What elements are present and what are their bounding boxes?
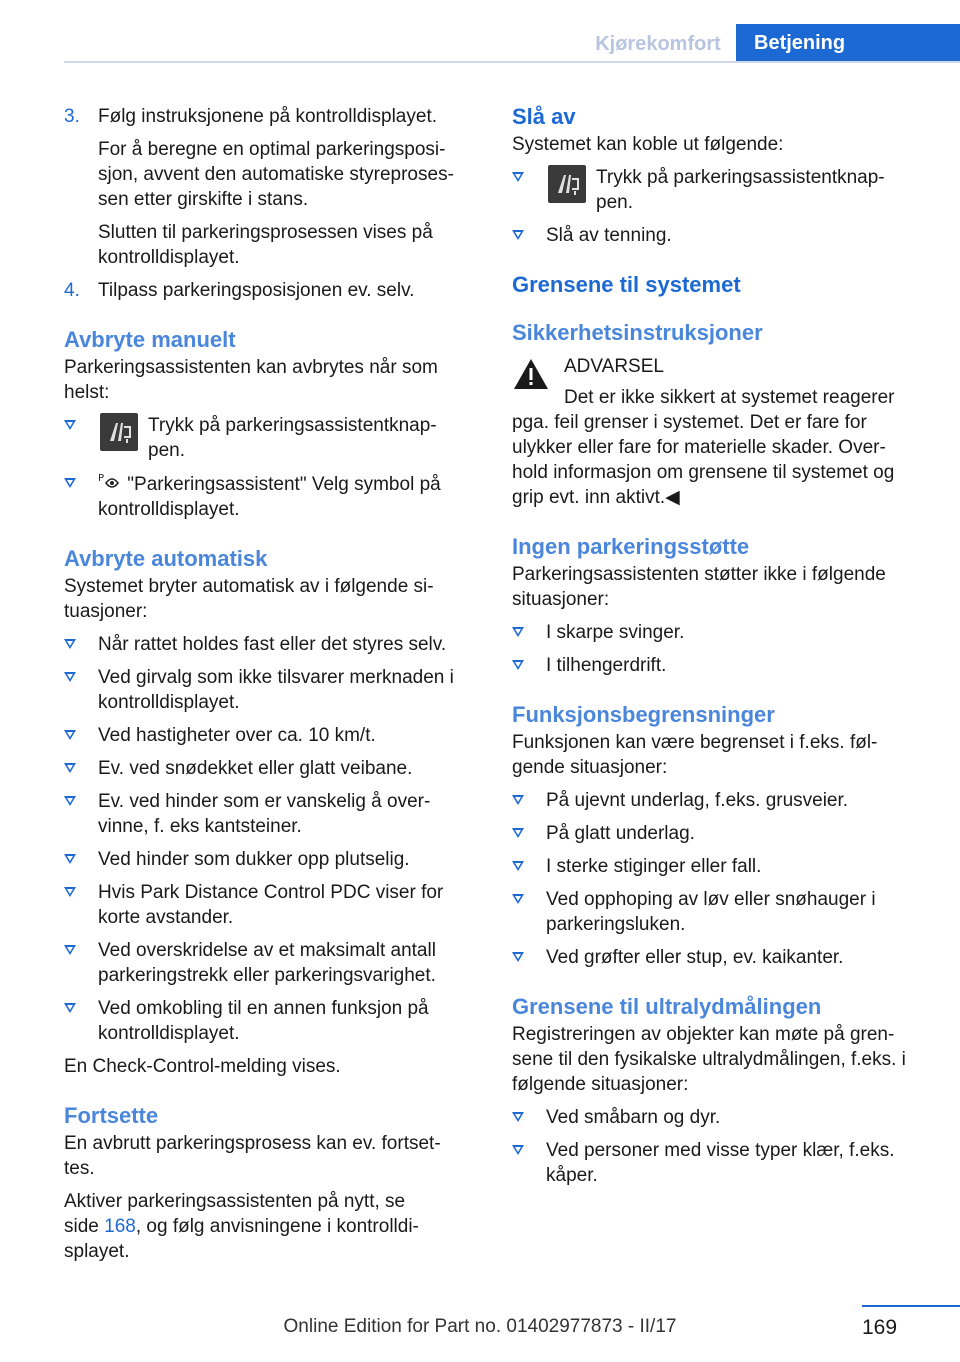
continue-p2: Aktiver parkeringsassistenten på nytt, se side 168, og følg anvisningene i kontrolldi- splayet. [64, 1191, 419, 1262]
footer-edition: Online Edition for Part no. 01402977873 - II/17 [283, 1316, 677, 1337]
bullet-triangle-icon [512, 894, 524, 904]
list-item: Ved hastigheter over ca. 10 km/t. [64, 723, 484, 748]
list-item: På glatt underlag. [512, 821, 932, 846]
heading-grensene-til-systemet: Grensene til systemet [512, 272, 741, 297]
list-item: Ev. ved hinder som er vanskelig å over- vinne, f. eks kantsteiner. [64, 789, 484, 839]
warning-line-1: Det er ikke sikkert at systemet reagerer [564, 387, 895, 408]
list-item: P "Parkeringsassistent" Velg symbol på kontrolldisplayet. [64, 471, 484, 522]
bullet-triangle-icon [64, 478, 76, 488]
park-assist-button-icon [548, 165, 586, 203]
park-assist-symbol-icon [98, 471, 122, 493]
list-item: Ved girvalg som ikke tilsvarer merknaden i kontrolldisplayet. [64, 665, 484, 715]
list-item: I sterke stiginger eller fall. [512, 854, 932, 879]
list-item: Ved opphoping av løv eller snøhauger i parkeringsluken. [512, 887, 932, 937]
header-tab-kjorekomfort[interactable]: Kjørekomfort [595, 33, 721, 55]
heading-fortsette: Fortsette [64, 1103, 159, 1128]
nosupport-intro: Parkeringsassistenten støtter ikke i følgende situasjoner: [512, 564, 886, 610]
heading-avbryte-automatisk: Avbryte automatisk [64, 546, 268, 571]
park-assist-button-icon [100, 413, 138, 451]
ultra-list [512, 1105, 932, 1188]
nosupport-list [512, 620, 932, 678]
heading-grensene-til-ultralydmalingen: Grensene til ultralydmålingen [512, 994, 822, 1019]
heading-sla-av: Slå av [512, 104, 576, 129]
bullet-triangle-icon [512, 172, 524, 182]
ultra-intro: Registreringen av objekter kan møte på gren- sene til den fysikalske ultralydmålingen, f.eks. i følgende situasjoner: [512, 1024, 906, 1095]
list-item: Ved hinder som dukker opp plutselig. [64, 847, 484, 872]
list-item: Ved overskridelse av et maksimalt antall parkeringstrekk eller parkeringsvarighet. [64, 938, 484, 988]
list-item: Ev. ved snødekket eller glatt veibane. [64, 756, 484, 781]
list-item: I skarpe svinger. [512, 620, 932, 645]
page-link-168[interactable]: 168 [104, 1216, 136, 1237]
warning-body: pga. feil grenser i systemet. Det er fare for ulykker eller fare for materielle skader. Over- hold informasjon om grensene til systemet og grip evt. inn aktivt.◀ [512, 412, 895, 508]
step-3: 3. Følg instruksjonene på kontrolldisplayet. [64, 106, 438, 127]
auto-list [64, 632, 484, 1046]
bullet-triangle-icon [64, 639, 76, 649]
list-item: Ved grøfter eller stup, ev. kaikanter. [512, 945, 932, 970]
bullet-triangle-icon [64, 730, 76, 740]
list-item: Når rattet holdes fast eller det styres selv. [64, 632, 484, 657]
list-item: Hvis Park Distance Control PDC viser for korte avstander. [64, 880, 484, 930]
heading-avbryte-manuelt: Avbryte manuelt [64, 327, 236, 352]
bullet-triangle-icon [512, 828, 524, 838]
manual-intro: Parkeringsassistenten kan avbrytes når som helst: [64, 357, 438, 403]
left-column [64, 104, 484, 1264]
bullet-triangle-icon [512, 1145, 524, 1155]
bullet-triangle-icon [64, 1003, 76, 1013]
bullet-triangle-icon [512, 660, 524, 670]
off-intro: Systemet kan koble ut følgende: [512, 134, 784, 155]
list-item: Ved småbarn og dyr. [512, 1105, 932, 1130]
list-item: Trykk på parkeringsassistentknap- pen. [512, 165, 932, 215]
bullet-triangle-icon [512, 627, 524, 637]
check-control-text: En Check-Control-melding vises. [64, 1056, 341, 1077]
bullet-triangle-icon [512, 795, 524, 805]
list-item: Slå av tenning. [512, 223, 932, 248]
page-number: 169 [862, 1316, 898, 1339]
list-item: På ujevnt underlag, f.eks. grusveier. [512, 788, 932, 813]
list-item: Ved omkobling til en annen funksjon på kontrolldisplayet. [64, 996, 484, 1046]
bullet-triangle-icon [64, 887, 76, 897]
heading-ingen-parkeringsstotte: Ingen parkeringsstøtte [512, 534, 750, 559]
right-column [512, 102, 932, 1188]
continue-p1: En avbrutt parkeringsprosess kan ev. fortset- tes. [64, 1133, 441, 1179]
step-number: 3. [64, 106, 80, 127]
page-number-divider [862, 1305, 960, 1307]
bullet-triangle-icon [64, 796, 76, 806]
heading-sikkerhetsinstruksjoner: Sikkerhetsinstruksjoner [512, 320, 763, 345]
heading-funksjonsbegrensninger: Funksjonsbegrensninger [512, 702, 775, 727]
step-4: 4. Tilpass parkeringsposisjonen ev. selv. [64, 280, 415, 301]
list-item: Trykk på parkeringsassistentknap- pen. [64, 413, 484, 463]
header-divider [64, 61, 960, 63]
list-item: Ved personer med visse typer klær, f.eks. kåper. [512, 1138, 932, 1188]
svg-text:P: P [98, 473, 105, 484]
list-item: I tilhengerdrift. [512, 653, 932, 678]
warning-block [512, 354, 932, 410]
func-intro: Funksjonen kan være begrenset i f.eks. føl- gende situasjoner: [512, 732, 878, 778]
bullet-triangle-icon [64, 420, 76, 430]
step-3-detail-1: For å beregne en optimal parkeringsposi- sjon, avvent den automatiske styreproses- sen etter girskifte i stans. [98, 139, 454, 210]
header-tab-betjening[interactable]: Betjening [736, 24, 960, 62]
warning-triangle-icon [512, 356, 550, 392]
warning-title: ADVARSEL [564, 356, 664, 377]
bullet-triangle-icon [64, 672, 76, 682]
bullet-triangle-icon [512, 230, 524, 240]
auto-intro: Systemet bryter automatisk av i følgende si- tuasjoner: [64, 576, 434, 622]
bullet-triangle-icon [64, 945, 76, 955]
bullet-triangle-icon [64, 763, 76, 773]
step-3-detail-2: Slutten til parkeringsprosessen vises på kontrolldisplayet. [98, 222, 433, 268]
bullet-triangle-icon [64, 854, 76, 864]
bullet-triangle-icon [512, 1112, 524, 1122]
bullet-triangle-icon [512, 861, 524, 871]
func-list [512, 788, 932, 970]
bullet-triangle-icon [512, 952, 524, 962]
